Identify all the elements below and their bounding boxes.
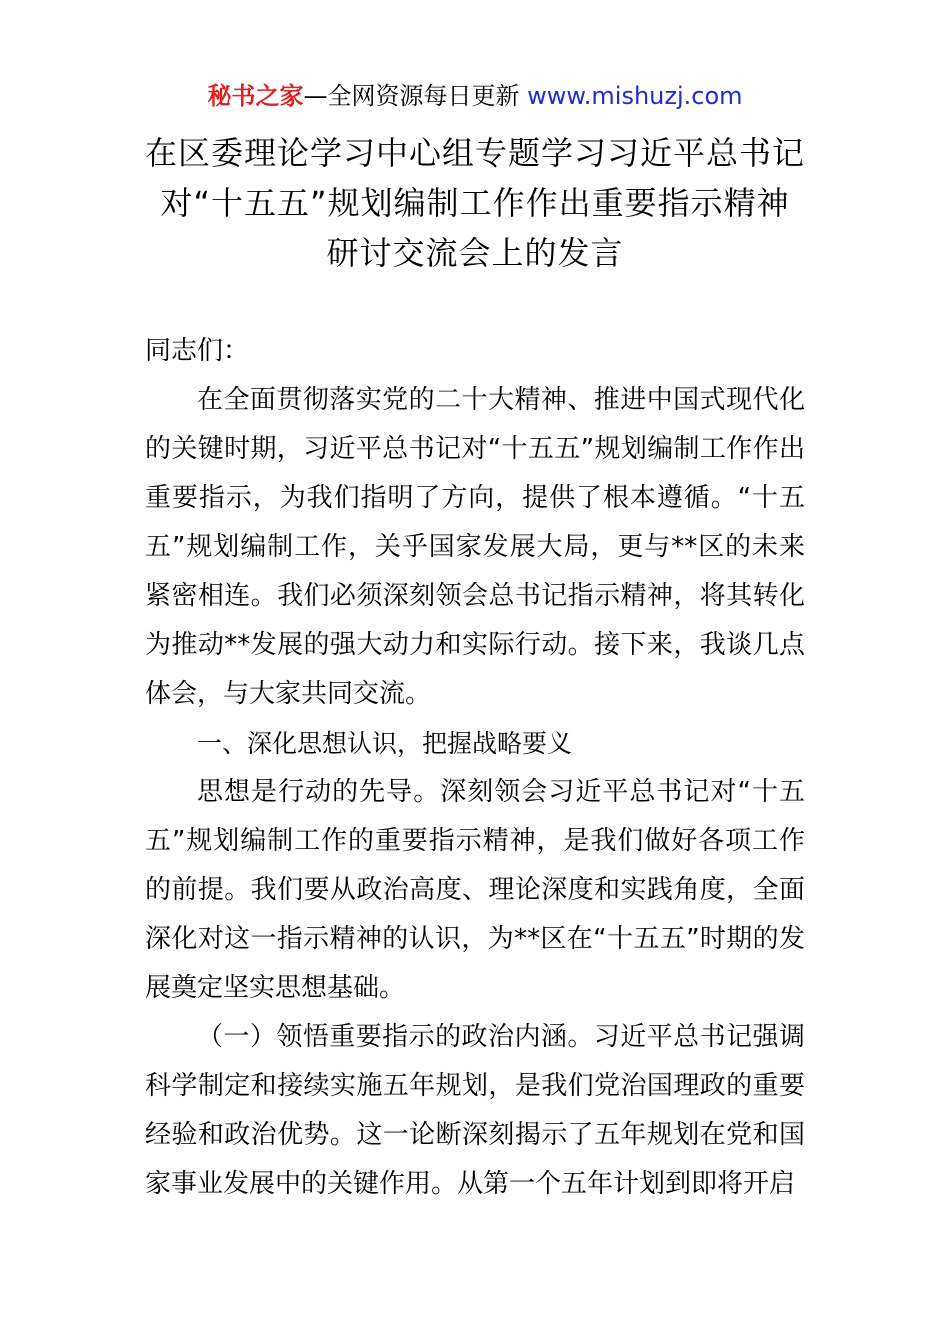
site-header	[0, 80, 950, 112]
section-heading-1: 一、深化思想认识，把握战略要义	[197, 729, 573, 758]
site-url-link[interactable]: www.mishuzj.com	[527, 82, 743, 110]
document-body	[145, 327, 805, 1209]
salutation: 同志们：	[145, 336, 250, 366]
subsection-1-paragraph: （一）领悟重要指示的政治内涵。习近平总书记强调科学制定和接续实施五年规划，是我们党治国理政的重要经验和政治优势。这一论断深刻揭示了五年规划在党和国家事业发展中的关键作用。从第一个五年计划到即将开启	[145, 1022, 805, 1199]
document-title	[140, 128, 810, 278]
intro-paragraph: 在全面贯彻落实党的二十大精神、推进中国式现代化的关键时期，习近平总书记对“十五五”规划编制工作作出重要指示，为我们指明了方向，提供了根本遵循。“十五五”规划编制工作，关乎国家发展大局，更与**区的未来紧密相连。我们必须深刻领会总书记指示精神，将其转化为推动**发展的强大动力和实际行动。接下来，我谈几点体会，与大家共同交流。	[145, 385, 805, 709]
title-line-2: 对“十五五”规划编制工作作出重要指示精神	[160, 184, 790, 222]
brand-name: 秘书之家	[207, 82, 304, 110]
title-line-1: 在区委理论学习中心组专题学习习近平总书记	[144, 134, 805, 172]
section-1-paragraph: 思想是行动的先导。深刻领会习近平总书记对“十五五”规划编制工作的重要指示精神，是我们做好各项工作的前提。我们要从政治高度、理论深度和实践角度，全面深化对这一指示精神的认识，为**区在“十五五”时期的发展奠定坚实思想基础。	[145, 777, 805, 1003]
header-tagline: —全网资源每日更新	[303, 82, 520, 110]
title-line-3: 研讨交流会上的发言	[326, 234, 624, 272]
